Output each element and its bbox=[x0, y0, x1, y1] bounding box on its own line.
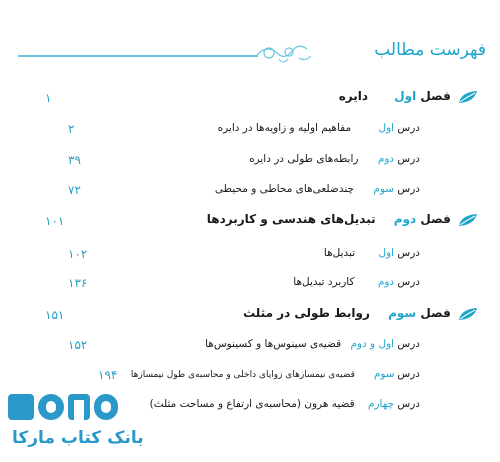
toc-ordinal: سوم bbox=[373, 183, 395, 195]
toc-lesson-row[interactable] bbox=[249, 153, 420, 165]
toc-prefix: درس bbox=[397, 153, 420, 165]
toc-page-number: ۱ bbox=[45, 91, 52, 105]
toc-chapter-row[interactable] bbox=[339, 89, 478, 104]
toc-lesson-row[interactable] bbox=[150, 398, 420, 410]
toc-title: روابط طولی در مثلث bbox=[243, 306, 370, 320]
page-title: فهرست مطالب bbox=[374, 40, 486, 60]
toc-chapter-row[interactable] bbox=[243, 306, 478, 321]
marka-logo-icon bbox=[8, 392, 120, 424]
toc-ordinal: اول bbox=[378, 122, 395, 134]
toc-prefix: درس bbox=[397, 183, 420, 195]
toc-prefix: فصل bbox=[420, 89, 451, 103]
watermark-site-name: بانک کتاب مارکا bbox=[12, 428, 144, 448]
toc-title: تبدیل‌ها bbox=[323, 247, 356, 259]
toc-ordinal: سوم bbox=[388, 306, 417, 320]
toc-lesson-row[interactable] bbox=[131, 368, 420, 380]
toc-prefix: درس bbox=[397, 398, 420, 410]
toc-ordinal: دوم bbox=[393, 212, 417, 226]
header-divider bbox=[18, 55, 258, 57]
toc-prefix: فصل bbox=[420, 212, 451, 226]
toc-lesson-row[interactable] bbox=[215, 183, 420, 195]
leaf-icon bbox=[458, 307, 478, 321]
toc-prefix: درس bbox=[397, 338, 420, 350]
toc-title: مفاهیم اولیه و زاویه‌ها در دایره bbox=[217, 122, 352, 134]
toc-ordinal: سوم bbox=[373, 368, 395, 380]
toc-prefix: فصل bbox=[420, 306, 451, 320]
toc-title: چندضلعی‌های محاطی و محیطی bbox=[214, 183, 354, 195]
toc-prefix: درس bbox=[397, 368, 420, 380]
ornament-icon bbox=[255, 40, 315, 66]
toc-ordinal: اول bbox=[378, 247, 395, 259]
toc-page-number: ۲ bbox=[68, 122, 75, 136]
toc-title: کاربرد تبدیل‌ها bbox=[293, 276, 355, 288]
toc-page-number: ۱۹۴ bbox=[98, 368, 118, 382]
toc-chapter-row[interactable] bbox=[207, 212, 478, 227]
toc-lesson-row[interactable] bbox=[324, 247, 420, 259]
toc-title: قضیه‌ی نیمسازهای زوایای داخلی و محاسبه‌ی طول نیمسازها bbox=[130, 370, 355, 380]
toc-page-number: ۱۵۲ bbox=[68, 338, 88, 352]
toc-title: قضیه هرون (محاسبه‌ی ارتفاع و مساحت مثلث) bbox=[149, 398, 355, 410]
leaf-icon bbox=[458, 90, 478, 104]
toc-prefix: درس bbox=[397, 247, 420, 259]
toc-ordinal: دوم bbox=[377, 153, 395, 165]
toc-page-number: ۱۵۱ bbox=[45, 308, 65, 322]
toc-title: قضیه‌ی سینوس‌ها و کسینوس‌ها bbox=[205, 338, 342, 350]
toc-page-number: ۱۰۱ bbox=[45, 214, 65, 228]
toc-title: دایره bbox=[338, 89, 369, 103]
toc-page-number: ۷۲ bbox=[68, 183, 81, 197]
toc-lesson-row[interactable] bbox=[205, 338, 420, 350]
toc-prefix: درس bbox=[397, 276, 420, 288]
toc-lesson-row[interactable] bbox=[293, 276, 420, 288]
toc-title: رابطه‌های طولی در دایره bbox=[249, 153, 359, 165]
toc-ordinal: اول و دوم bbox=[350, 338, 395, 350]
toc-prefix: درس bbox=[397, 122, 420, 134]
toc-ordinal: چهارم bbox=[367, 398, 395, 410]
toc-ordinal: اول bbox=[394, 89, 417, 103]
toc-page-number: ۱۳۶ bbox=[68, 276, 88, 290]
toc-ordinal: دوم bbox=[377, 276, 395, 288]
toc-title: تبدیل‌های هندسی و کاربردها bbox=[206, 212, 376, 226]
toc-page-number: ۳۹ bbox=[68, 153, 81, 167]
leaf-icon bbox=[458, 213, 478, 227]
toc-page-number: ۱۰۲ bbox=[68, 247, 88, 261]
toc-lesson-row[interactable] bbox=[218, 122, 420, 134]
